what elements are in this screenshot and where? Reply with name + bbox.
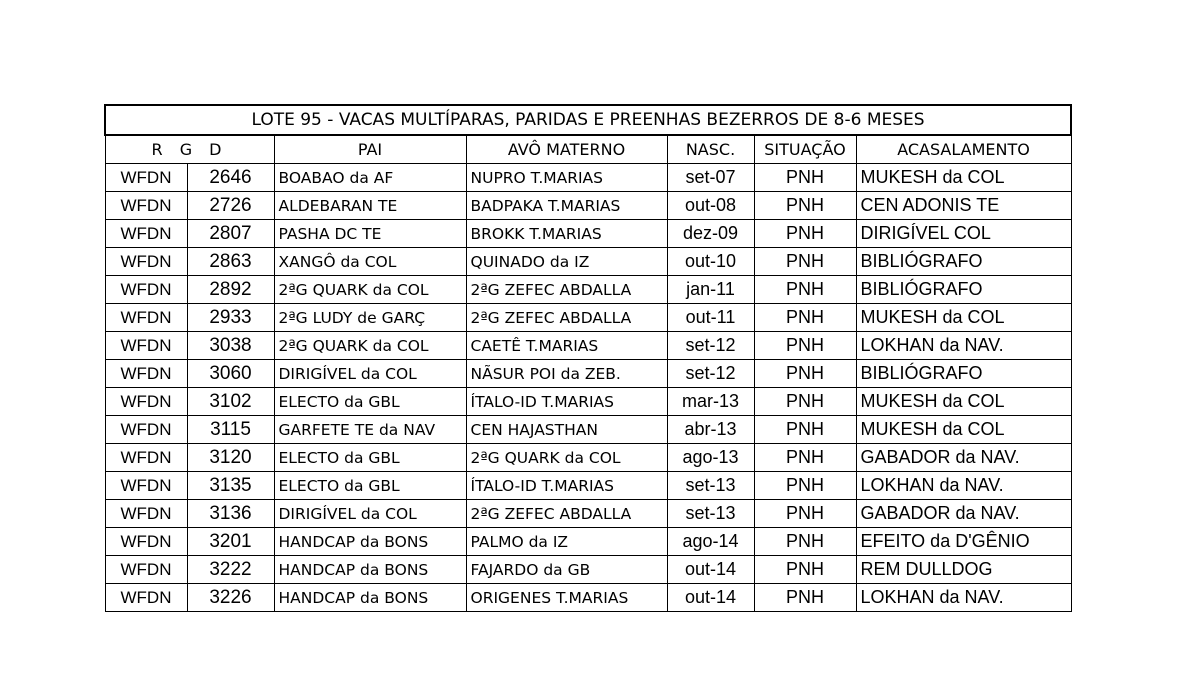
nasc-cell: set-12 — [667, 360, 754, 388]
rgd-number-cell: 3201 — [187, 528, 274, 556]
acasalamento-cell: REM DULLDOG — [856, 556, 1071, 584]
nasc-cell: out-14 — [667, 584, 754, 612]
table-row — [105, 416, 1071, 444]
rgd-prefix-cell: WFDN — [105, 500, 187, 528]
avo-materno-cell: 2ªG ZEFEC ABDALLA — [466, 304, 667, 332]
situacao-cell: PNH — [754, 276, 856, 304]
nasc-cell: set-13 — [667, 500, 754, 528]
table-row — [105, 192, 1071, 220]
pai-cell: HANDCAP da BONS — [274, 556, 466, 584]
rgd-prefix-cell: WFDN — [105, 388, 187, 416]
pai-cell: HANDCAP da BONS — [274, 528, 466, 556]
avo-materno-cell: ORIGENES T.MARIAS — [466, 584, 667, 612]
situacao-cell: PNH — [754, 192, 856, 220]
avo-materno-cell: ÍTALO-ID T.MARIAS — [466, 388, 667, 416]
avo-materno-cell: CAETÊ T.MARIAS — [466, 332, 667, 360]
situacao-cell: PNH — [754, 444, 856, 472]
rgd-prefix-cell: WFDN — [105, 164, 187, 192]
nasc-cell: dez-09 — [667, 220, 754, 248]
rgd-prefix-cell: WFDN — [105, 192, 187, 220]
rgd-prefix-cell: WFDN — [105, 332, 187, 360]
situacao-cell: PNH — [754, 332, 856, 360]
table-row — [105, 360, 1071, 388]
avo-materno-cell: BADPAKA T.MARIAS — [466, 192, 667, 220]
table-row — [105, 332, 1071, 360]
nasc-cell: out-11 — [667, 304, 754, 332]
acasalamento-cell: CEN ADONIS TE — [856, 192, 1071, 220]
rgd-prefix-cell: WFDN — [105, 556, 187, 584]
header-row — [105, 135, 1071, 164]
rgd-number-cell: 3226 — [187, 584, 274, 612]
nasc-cell: ago-14 — [667, 528, 754, 556]
situacao-cell: PNH — [754, 304, 856, 332]
table-row — [105, 500, 1071, 528]
table-title: LOTE 95 - VACAS MULTÍPARAS, PARIDAS E PREENHAS BEZERROS DE 8-6 MESES — [105, 105, 1071, 135]
acasalamento-cell: LOKHAN da NAV. — [856, 332, 1071, 360]
rgd-prefix-cell: WFDN — [105, 220, 187, 248]
rgd-prefix-cell: WFDN — [105, 584, 187, 612]
header-avo-materno: AVÔ MATERNO — [466, 135, 667, 164]
rgd-prefix-cell: WFDN — [105, 360, 187, 388]
avo-materno-cell: NUPRO T.MARIAS — [466, 164, 667, 192]
acasalamento-cell: LOKHAN da NAV. — [856, 472, 1071, 500]
rgd-prefix-cell: WFDN — [105, 416, 187, 444]
rgd-number-cell: 3135 — [187, 472, 274, 500]
rgd-number-cell: 3115 — [187, 416, 274, 444]
pai-cell: ELECTO da GBL — [274, 472, 466, 500]
situacao-cell: PNH — [754, 416, 856, 444]
situacao-cell: PNH — [754, 220, 856, 248]
pai-cell: GARFETE TE da NAV — [274, 416, 466, 444]
situacao-cell: PNH — [754, 584, 856, 612]
table-row — [105, 164, 1071, 192]
rgd-number-cell: 3038 — [187, 332, 274, 360]
rgd-number-cell: 2933 — [187, 304, 274, 332]
rgd-number-cell: 2646 — [187, 164, 274, 192]
table-row — [105, 220, 1071, 248]
pai-cell: 2ªG QUARK da COL — [274, 276, 466, 304]
header-situacao: SITUAÇÃO — [754, 135, 856, 164]
table-row — [105, 248, 1071, 276]
acasalamento-cell: BIBLIÓGRAFO — [856, 248, 1071, 276]
acasalamento-cell: MUKESH da COL — [856, 416, 1071, 444]
table-row — [105, 276, 1071, 304]
nasc-cell: out-08 — [667, 192, 754, 220]
rgd-number-cell: 2726 — [187, 192, 274, 220]
rgd-number-cell: 2863 — [187, 248, 274, 276]
table-row — [105, 444, 1071, 472]
acasalamento-cell: MUKESH da COL — [856, 164, 1071, 192]
rgd-prefix-cell: WFDN — [105, 248, 187, 276]
avo-materno-cell: 2ªG ZEFEC ABDALLA — [466, 500, 667, 528]
table-row — [105, 304, 1071, 332]
header-rgd — [105, 135, 274, 164]
situacao-cell: PNH — [754, 388, 856, 416]
table-row — [105, 472, 1071, 500]
rgd-prefix-cell: WFDN — [105, 444, 187, 472]
pai-cell: DIRIGÍVEL da COL — [274, 500, 466, 528]
situacao-cell: PNH — [754, 248, 856, 276]
avo-materno-cell: CEN HAJASTHAN — [466, 416, 667, 444]
pai-cell: 2ªG QUARK da COL — [274, 332, 466, 360]
header-acasalamento: ACASALAMENTO — [856, 135, 1071, 164]
situacao-cell: PNH — [754, 472, 856, 500]
pai-cell: HANDCAP da BONS — [274, 584, 466, 612]
rgd-prefix-cell: WFDN — [105, 304, 187, 332]
pai-cell: 2ªG LUDY de GARÇ — [274, 304, 466, 332]
nasc-cell: set-07 — [667, 164, 754, 192]
acasalamento-cell: EFEITO da D'GÊNIO — [856, 528, 1071, 556]
pai-cell: BOABAO da AF — [274, 164, 466, 192]
rgd-number-cell: 3136 — [187, 500, 274, 528]
lot-table — [104, 104, 1072, 612]
header-pai: PAI — [274, 135, 466, 164]
avo-materno-cell: 2ªG ZEFEC ABDALLA — [466, 276, 667, 304]
header-nasc: NASC. — [667, 135, 754, 164]
rgd-number-cell: 3060 — [187, 360, 274, 388]
acasalamento-cell: LOKHAN da NAV. — [856, 584, 1071, 612]
table-body — [105, 164, 1071, 612]
table-row — [105, 388, 1071, 416]
avo-materno-cell: ÍTALO-ID T.MARIAS — [466, 472, 667, 500]
situacao-cell: PNH — [754, 164, 856, 192]
rgd-number-cell: 3120 — [187, 444, 274, 472]
acasalamento-cell: BIBLIÓGRAFO — [856, 276, 1071, 304]
pai-cell: PASHA DC TE — [274, 220, 466, 248]
acasalamento-cell: GABADOR da NAV. — [856, 444, 1071, 472]
acasalamento-cell: BIBLIÓGRAFO — [856, 360, 1071, 388]
rgd-number-cell: 2892 — [187, 276, 274, 304]
table-row — [105, 556, 1071, 584]
acasalamento-cell: MUKESH da COL — [856, 388, 1071, 416]
nasc-cell: abr-13 — [667, 416, 754, 444]
rgd-number-cell: 3222 — [187, 556, 274, 584]
avo-materno-cell: BROKK T.MARIAS — [466, 220, 667, 248]
avo-materno-cell: PALMO da IZ — [466, 528, 667, 556]
nasc-cell: out-10 — [667, 248, 754, 276]
situacao-cell: PNH — [754, 556, 856, 584]
nasc-cell: mar-13 — [667, 388, 754, 416]
rgd-prefix-cell: WFDN — [105, 528, 187, 556]
nasc-cell: set-13 — [667, 472, 754, 500]
acasalamento-cell: GABADOR da NAV. — [856, 500, 1071, 528]
nasc-cell: out-14 — [667, 556, 754, 584]
avo-materno-cell: FAJARDO da GB — [466, 556, 667, 584]
acasalamento-cell: DIRIGÍVEL COL — [856, 220, 1071, 248]
avo-materno-cell: 2ªG QUARK da COL — [466, 444, 667, 472]
situacao-cell: PNH — [754, 528, 856, 556]
nasc-cell: jan-11 — [667, 276, 754, 304]
rgd-number-cell: 3102 — [187, 388, 274, 416]
avo-materno-cell: QUINADO da IZ — [466, 248, 667, 276]
lot-sheet — [104, 104, 1070, 612]
header-rgd-label: R G D — [151, 140, 228, 159]
avo-materno-cell: NÃSUR POI da ZEB. — [466, 360, 667, 388]
situacao-cell: PNH — [754, 360, 856, 388]
pai-cell: XANGÔ da COL — [274, 248, 466, 276]
pai-cell: ELECTO da GBL — [274, 388, 466, 416]
rgd-number-cell: 2807 — [187, 220, 274, 248]
acasalamento-cell: MUKESH da COL — [856, 304, 1071, 332]
nasc-cell: set-12 — [667, 332, 754, 360]
pai-cell: ELECTO da GBL — [274, 444, 466, 472]
table-row — [105, 528, 1071, 556]
nasc-cell: ago-13 — [667, 444, 754, 472]
rgd-prefix-cell: WFDN — [105, 276, 187, 304]
situacao-cell: PNH — [754, 500, 856, 528]
pai-cell: ALDEBARAN TE — [274, 192, 466, 220]
rgd-prefix-cell: WFDN — [105, 472, 187, 500]
pai-cell: DIRIGÍVEL da COL — [274, 360, 466, 388]
table-row — [105, 584, 1071, 612]
